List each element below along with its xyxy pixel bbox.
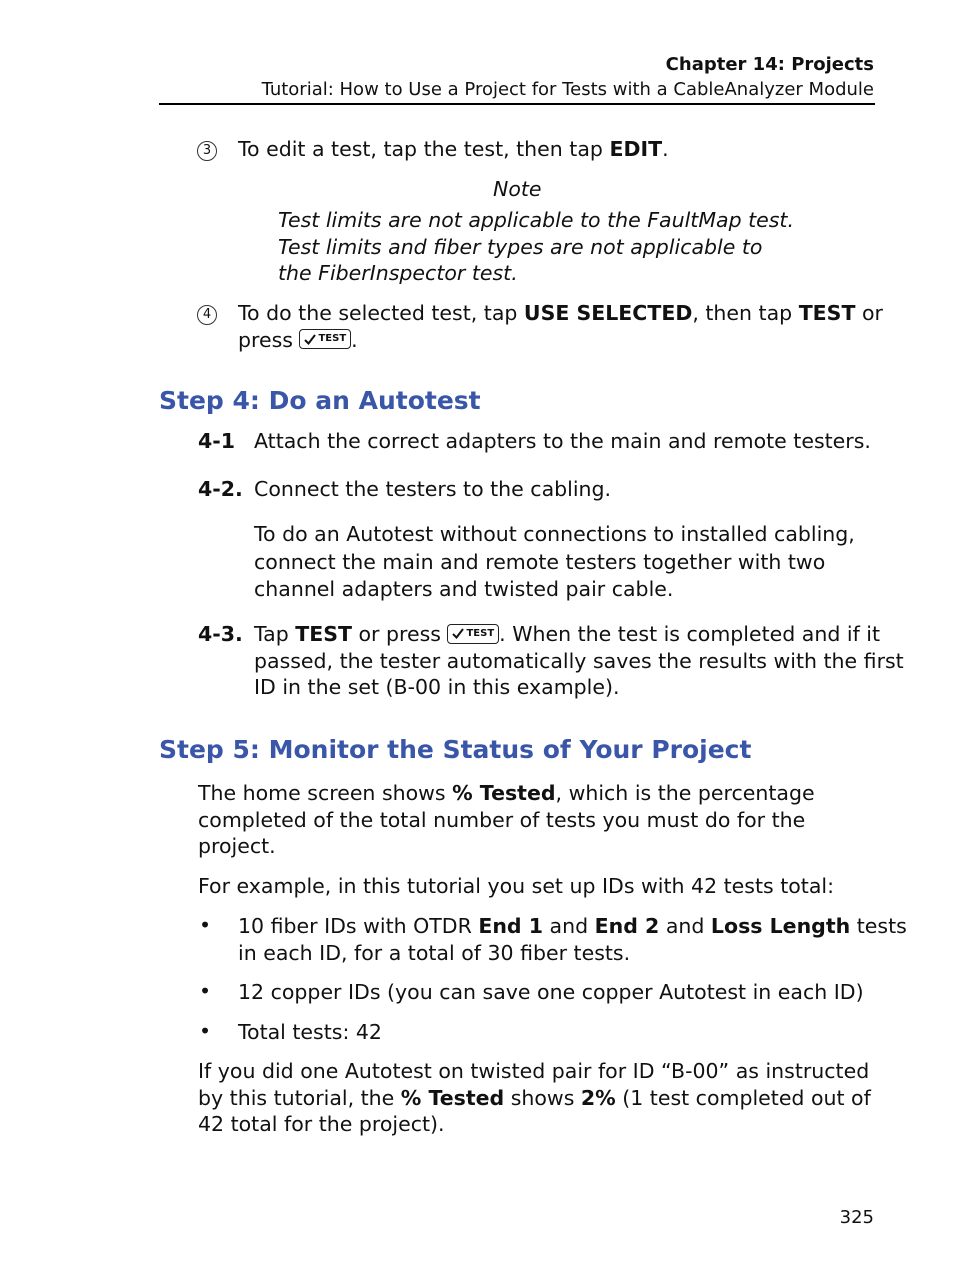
bullet-marker: • <box>199 1019 212 1043</box>
checkmark-icon <box>304 334 316 345</box>
bullet-marker: • <box>199 913 212 937</box>
section5-paragraph-1: The home screen shows % Tested, which is the percentage completed of the total number of tests you must do for the project. <box>198 781 815 858</box>
test-key-icon: TEST <box>299 329 351 349</box>
bullet-item-total: Total tests: 42 <box>238 1020 382 1044</box>
step-4-text: To do the selected test, tap USE SELECTED, then tap TEST or press TEST . <box>238 301 883 352</box>
item-4-2-paragraph: To do an Autotest without connections to installed cabling, connect the main and remote testers together with two channel adapters and twisted pair cable. <box>254 522 855 601</box>
item-number-4-2: 4-2. <box>198 477 243 501</box>
note-body: Test limits are not applicable to the FaultMap test. Test limits and fiber types are not applicable to the FiberInspector test. <box>278 208 794 285</box>
step-marker-3: 3 <box>197 139 217 161</box>
section5-paragraph-3: If you did one Autotest on twisted pair for ID “B-00” as instructed by this tutorial, the % Tested shows 2% (1 test completed out of 42 total for the project). <box>198 1059 871 1136</box>
item-text-4-1: Attach the correct adapters to the main and remote testers. <box>254 429 871 453</box>
step-3-text: To edit a test, tap the test, then tap EDIT. <box>238 137 669 161</box>
section-heading-step4: Step 4: Do an Autotest <box>159 386 481 415</box>
item-number-4-3: 4-3. <box>198 622 243 646</box>
checkmark-icon <box>452 628 464 639</box>
step-marker-4: 4 <box>197 303 217 325</box>
item-text-4-3: Tap TEST or press TEST . When the test is completed and if it passed, the tester automatically saves the results with the first ID in the set (B-00 in this example). <box>254 622 904 699</box>
header-rule <box>159 103 875 105</box>
page-number: 325 <box>839 1207 874 1228</box>
chapter-title: Chapter 14: Projects <box>665 54 874 75</box>
section-subtitle: Tutorial: How to Use a Project for Tests with a CableAnalyzer Module <box>261 79 874 100</box>
bullet-item-fiber: 10 fiber IDs with OTDR End 1 and End 2 and Loss Length tests in each ID, for a total of 30 fiber tests. <box>238 914 907 965</box>
note-title: Note <box>493 177 542 201</box>
item-number-4-1: 4-1 <box>198 429 236 453</box>
item-text-4-2: Connect the testers to the cabling. <box>254 477 612 501</box>
test-key-icon: TEST <box>447 624 499 644</box>
section5-paragraph-2: For example, in this tutorial you set up IDs with 42 tests total: <box>198 874 834 898</box>
bullet-marker: • <box>199 979 212 1003</box>
bullet-item-copper: 12 copper IDs (you can save one copper Autotest in each ID) <box>238 980 864 1004</box>
section-heading-step5: Step 5: Monitor the Status of Your Project <box>159 735 752 764</box>
